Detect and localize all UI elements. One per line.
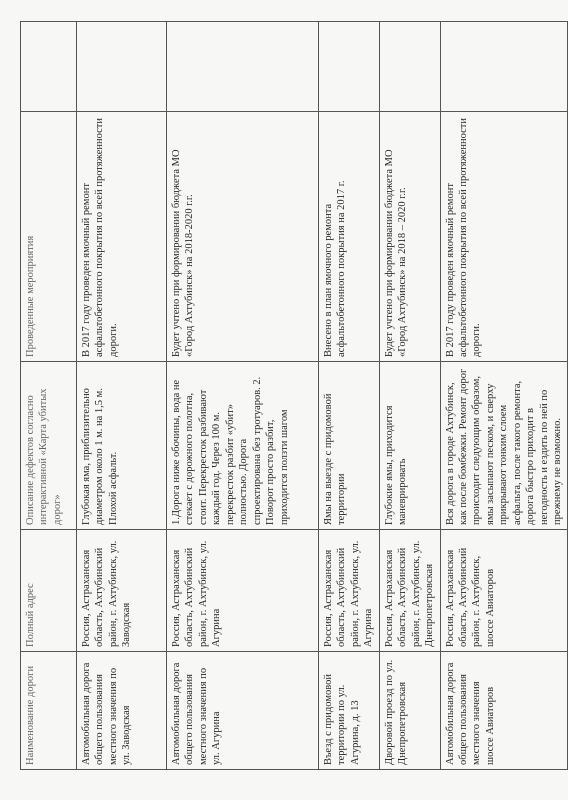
- cell-defects: 1.Дорога ниже обочины, вода не стекает с дорожного полотна, стоит. Перекресток разбивают каждый год. Через 100 м. перекресток разбит «убит» полностью. Дорога спроектирована без тротуаров. 2. Поворот просто разбит, приходится ползти шагом: [167, 362, 319, 530]
- cell-measures: Внесено в план ямочного ремонта асфальтобетонного покрытия на 2017 г.: [319, 112, 380, 362]
- table-row: [319, 22, 380, 770]
- table-row: [77, 22, 167, 770]
- cell-road-name: Автомобильная дорога общего пользования местного значения шоссе Авиаторов: [440, 652, 568, 770]
- cell-road-name: Автомобильная дорога общего пользования местного значения по ул. Заводская: [77, 652, 167, 770]
- table-header-row: [21, 22, 77, 770]
- cell-road-name: Автомобильная дорога общего пользования местного значения по ул. Агурина: [167, 652, 319, 770]
- cell-defects: Вся дорога в городе Ахтубинск, как после бомбежки. Ремонт дорог происходит следующим образом, ямы засыпают песком, и сверху прикрывают тонким слоем асфальта, после такого ремонта, дорога быстро приходит в негодность и ездить по ней по прежнему не возможно.: [440, 362, 568, 530]
- header-measures: Проведенные мероприятия: [21, 112, 77, 362]
- cell-empty: [77, 22, 167, 112]
- header-defect-description: Описание дефектов согласно интерактивной «Карта убитых дорог»: [21, 362, 77, 530]
- cell-address: Россия, Астраханская область, Ахтубинский район, г. Ахтубинск, ул. Заводская: [77, 530, 167, 652]
- table-row: [167, 22, 319, 770]
- cell-road-name: Въезд с придомовой территории по ул. Агурина, д. 13: [319, 652, 380, 770]
- table-row: [440, 22, 568, 770]
- road-defects-table: [20, 21, 568, 770]
- header-empty-cell: [21, 22, 77, 112]
- cell-defects: Глубокая яма, приблизительно диаметром около 1 м. на 1,5 м. Плохой асфальт.: [77, 362, 167, 530]
- cell-address: Россия, Астраханская область, Ахтубинский район, г. Ахтубинск, шоссе Авиаторов: [440, 530, 568, 652]
- cell-measures: Будет учтено при формировании бюджета МО «Город Ахтубинск» на 2018 – 2020 г.г.: [379, 112, 440, 362]
- cell-defects: Глубокие ямы, приходится маневрировать: [379, 362, 440, 530]
- cell-road-name: Дворовой проезд по ул. Днепропетровская: [379, 652, 440, 770]
- cell-empty: [379, 22, 440, 112]
- header-full-address: Полный адрес: [21, 530, 77, 652]
- cell-empty: [319, 22, 380, 112]
- cell-address: Россия, Астраханская область, Ахтубинский район, г. Ахтубинск, ул. Агурина: [319, 530, 380, 652]
- cell-address: Россия, Астраханская область, Ахтубинский район, г. Ахтубинск, ул. Днепропетровская: [379, 530, 440, 652]
- cell-empty: [167, 22, 319, 112]
- cell-address: Россия, Астраханская область, Ахтубинский район, г. Ахтубинск, ул. Агурина: [167, 530, 319, 652]
- cell-measures: В 2017 году проведен ямочный ремонт асфальтобетонного покрытия по всей протяженности дороги.: [77, 112, 167, 362]
- table-row: [379, 22, 440, 770]
- cell-defects: Ямы на выезде с придомовой территории: [319, 362, 380, 530]
- header-road-name: Наименование дороги: [21, 652, 77, 770]
- cell-measures: Будет учтено при формировании бюджета МО «Город Ахтубинск» на 2018-2020 г.г.: [167, 112, 319, 362]
- cell-measures: В 2017 году проведен ямочный ремонт асфальтобетонного покрытия по всей протяженности дороги.: [440, 112, 568, 362]
- cell-empty: [440, 22, 568, 112]
